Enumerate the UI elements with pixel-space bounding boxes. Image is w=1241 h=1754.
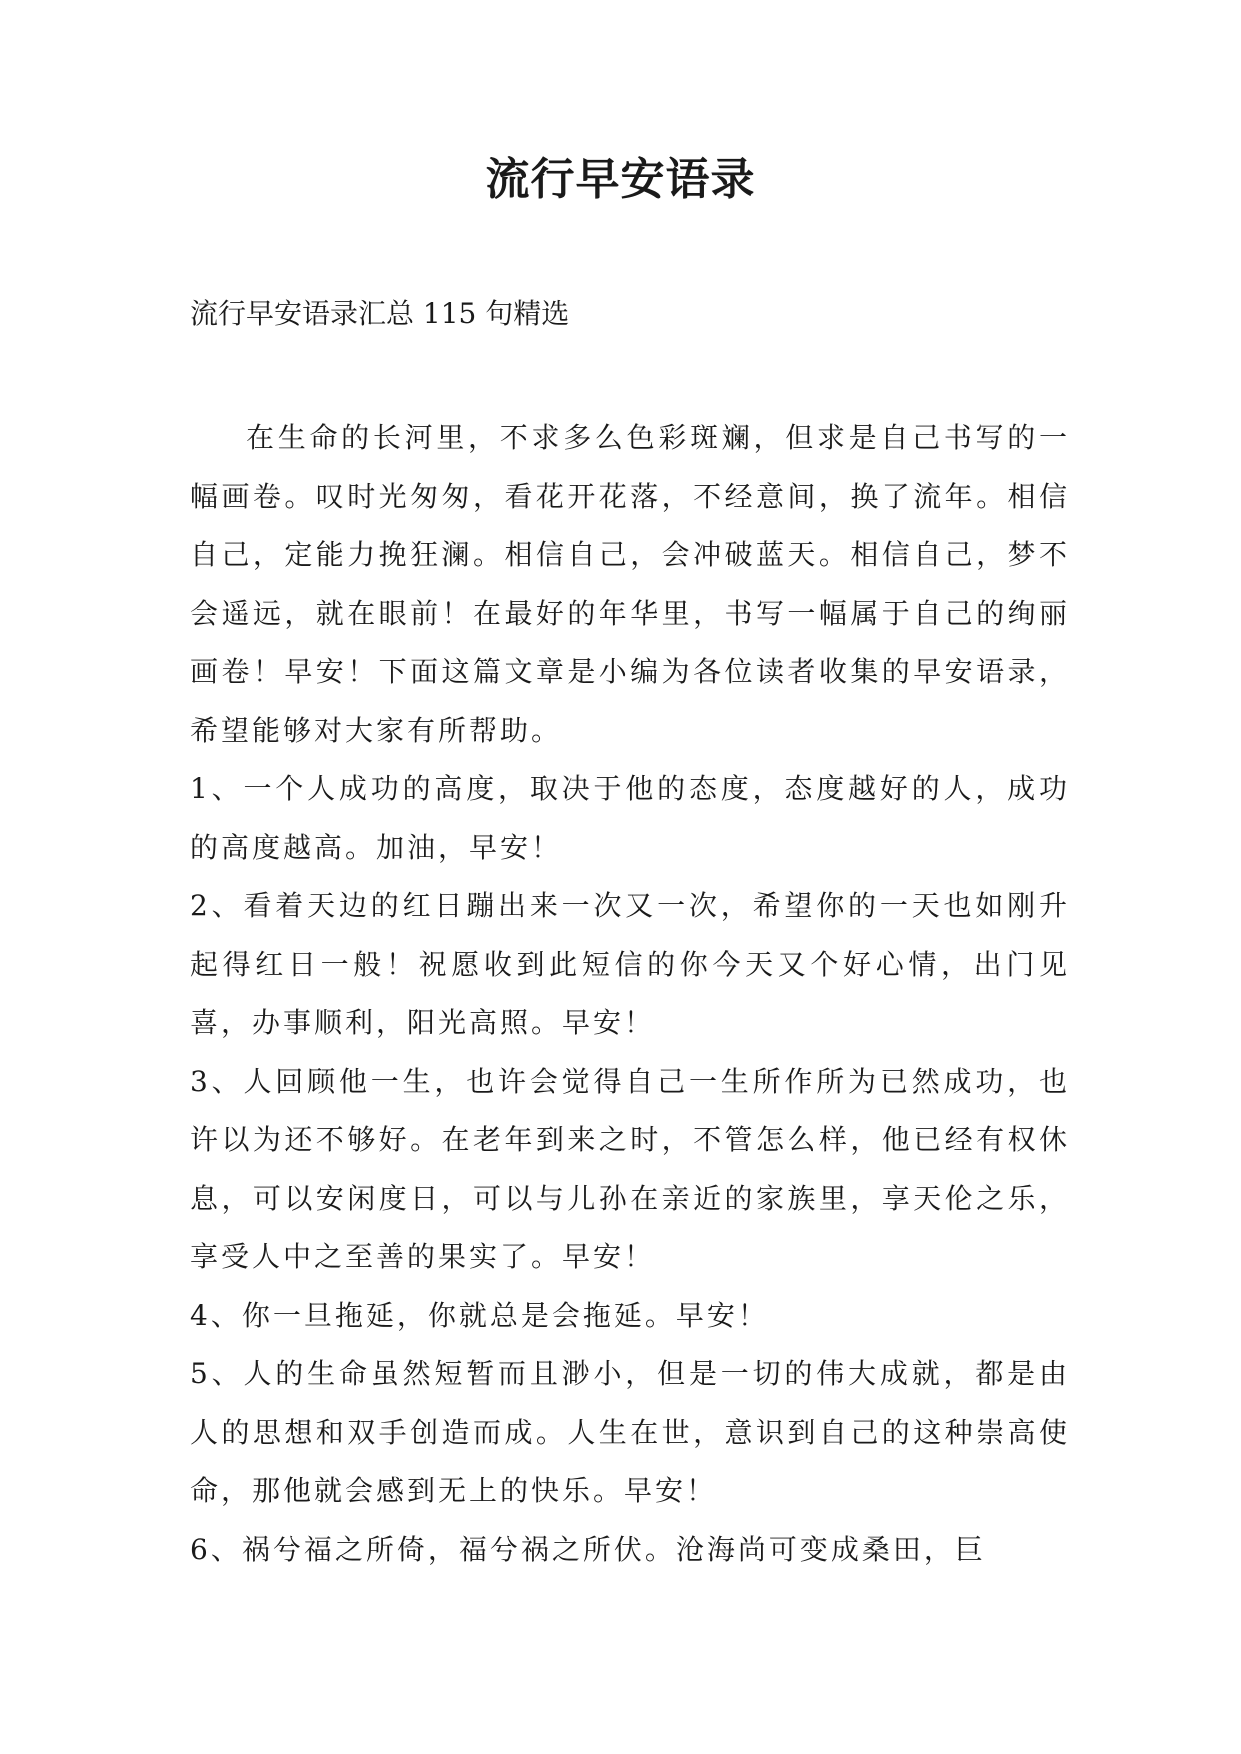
quote-item-3: 3、人回顾他一生，也许会觉得自己一生所作所为已然成功，也许以为还不够好。在老年到来之时，不管怎么样，他已经有权休息，可以安闲度日，可以与儿孙在亲近的家族里，享天伦之乐，享受人中之至善的果实了。早安！	[190, 1064, 1070, 1273]
quote-item-2: 2、看着天边的红日蹦出来一次又一次，希望你的一天也如刚升起得红日一般！祝愿收到此短信的你今天又个好心情，出门见喜，办事顺利，阳光高照。早安！	[190, 889, 1070, 1039]
quote-item-4: 4、你一旦拖延，你就总是会拖延。早安！	[190, 1298, 769, 1332]
document-subtitle: 流行早安语录汇总 115 句精选	[190, 297, 570, 330]
quote-item-6: 6、祸兮福之所倚，福兮祸之所伏。沧海尚可变成桑田，巨	[190, 1532, 986, 1566]
quote-item-1: 1、一个人成功的高度，取决于他的态度，态度越好的人，成功的高度越高。加油，早安！	[190, 772, 1070, 864]
quote-item-5: 5、人的生命虽然短暂而且渺小，但是一切的伟大成就，都是由人的思想和双手创造而成。人生在世，意识到自己的这种崇高使命，那他就会感到无上的快乐。早安！	[190, 1357, 1070, 1507]
document-title: 流行早安语录	[485, 154, 756, 205]
intro-paragraph: 在生命的长河里，不求多么色彩斑斓，但求是自己书写的一幅画卷。叹时光匆匆，看花开花落，不经意间，换了流年。相信自己，定能力挽狂澜。相信自己，会冲破蓝天。相信自己，梦不会遥远，就在眼前！在最好的年华里，书写一幅属于自己的绚丽画卷！早安！下面这篇文章是小编为各位读者收集的早安语录，希望能够对大家有所帮助。	[190, 421, 1070, 747]
document-body	[190, 409, 1070, 1579]
